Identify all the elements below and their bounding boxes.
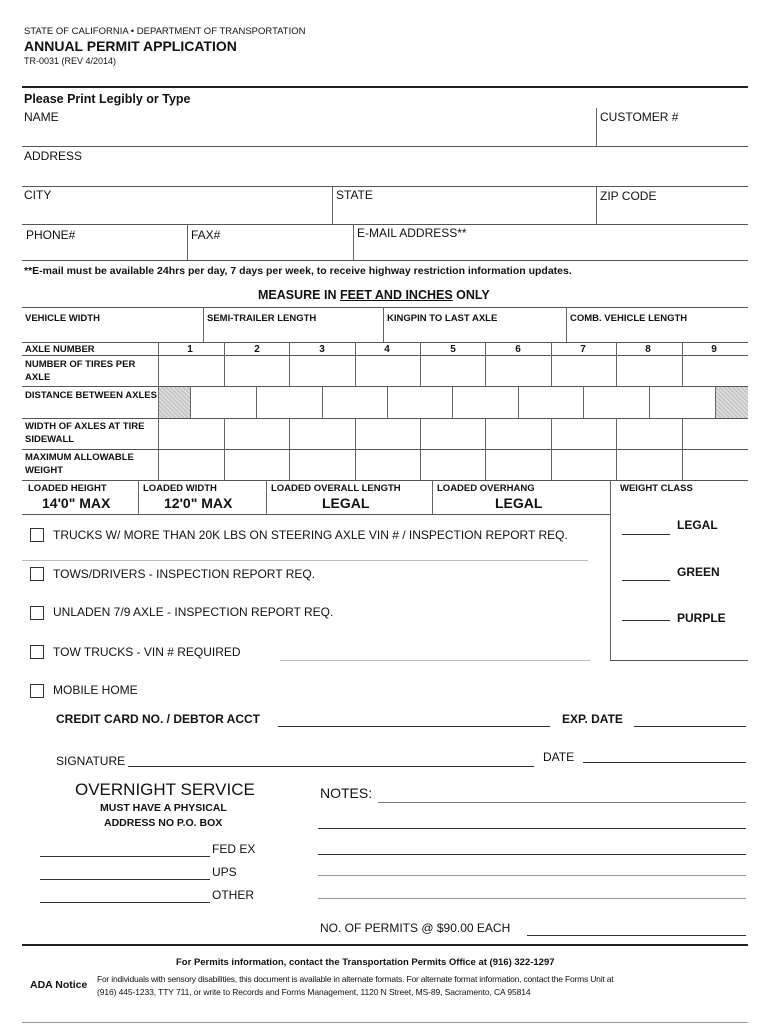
kingpin-label: KINGPIN TO LAST AXLE [387,313,498,324]
width-axles-label: WIDTH OF AXLES AT TIRE SIDEWALL [25,421,145,445]
address-label: ADDRESS [24,149,83,163]
tows-drivers-label: TOWS/DRIVERS - INSPECTION REPORT REQ. [53,567,316,581]
ups-label: UPS [212,865,237,879]
agency-line: STATE OF CALIFORNIA • DEPARTMENT OF TRANSPORTATION [24,26,306,37]
email-note: **E-mail must be available 24hrs per day, 7 days per week, to receive highway restriction information updates. [24,265,572,277]
mobile-home-checkbox[interactable] [30,684,44,698]
axle-number-label: AXLE NUMBER [25,344,95,355]
overnight-note-2: ADDRESS NO P.O. BOX [104,817,223,829]
tows-drivers-checkbox[interactable] [30,567,44,581]
measure-heading [258,288,490,302]
max-weight-label: MAXIMUM ALLOWABLE WEIGHT [25,452,134,476]
distance-gray-start [158,387,190,418]
form-title: ANNUAL PERMIT APPLICATION [24,38,237,54]
notes-line-1[interactable] [378,802,746,803]
legal-class-label: LEGAL [677,518,718,532]
permits-label: NO. OF PERMITS @ $90.00 EACH [320,921,511,935]
other-field[interactable] [40,902,210,903]
purple-class-label: PURPLE [677,611,726,625]
other-label: OTHER [212,888,254,902]
axle-num-4: 4 [384,344,390,355]
fax-label: FAX# [191,228,221,242]
loaded-length-label: LOADED OVERALL LENGTH [271,483,401,494]
green-class-line[interactable] [622,580,670,581]
green-class-label: GREEN [677,565,720,579]
loaded-overhang-value: LEGAL [495,495,543,511]
name-field[interactable] [22,146,748,147]
unladen-axle-checkbox[interactable] [30,606,44,620]
tow-trucks-checkbox[interactable] [30,645,44,659]
ups-field[interactable] [40,879,210,880]
axle-num-7: 7 [580,344,586,355]
measure-suffix: ONLY [452,288,490,302]
exp-date-field[interactable] [634,726,746,727]
ada-notice-label: ADA Notice [30,979,88,991]
loaded-height-label: LOADED HEIGHT [28,483,107,494]
print-instructions: Please Print Legibly or Type [24,92,191,106]
form-number: TR-0031 (REV 4/2014) [24,56,117,66]
axle-num-8: 8 [645,344,651,355]
permits-field[interactable] [527,935,746,936]
name-label: NAME [24,110,59,124]
city-state-zip-field[interactable] [22,224,748,225]
zip-label: ZIP CODE [600,189,657,203]
mobile-home-label: MOBILE HOME [53,683,138,697]
signature-field[interactable] [128,766,534,767]
contact-line: For Permits information, contact the Transportation Permits Office at (916) 322-1297 [176,957,555,968]
semi-trailer-length-label: SEMI-TRAILER LENGTH [207,313,317,324]
tow-trucks-vin-line[interactable] [280,660,590,661]
vehicle-width-label: VEHICLE WIDTH [25,313,100,324]
loaded-overhang-label: LOADED OVERHANG [437,483,535,494]
notes-label: NOTES: [320,785,373,801]
purple-class-line[interactable] [622,620,670,621]
notes-line-2[interactable] [318,828,746,829]
state-label: STATE [336,188,373,202]
loaded-length-value: LEGAL [322,495,370,511]
phone-fax-email-field[interactable] [22,260,748,261]
comb-length-label: COMB. VEHICLE LENGTH [570,313,688,324]
ada-text-1: For individuals with sensory disabilities, this document is available in alternate formats. For alternate format information, contact the Forms Unit at [97,974,614,984]
unladen-axle-label: UNLADEN 7/9 AXLE - INSPECTION REPORT REQ. [53,605,334,619]
overnight-note-1: MUST HAVE A PHYSICAL [100,802,227,814]
date-field[interactable] [583,762,746,763]
trucks-20k-label: TRUCKS W/ MORE THAN 20K LBS ON STEERING AXLE VIN # / INSPECTION REPORT REQ. [53,528,568,542]
customer-label: CUSTOMER # [600,110,679,124]
fedex-label: FED EX [212,842,256,856]
email-label: E-MAIL ADDRESS** [357,226,467,240]
distance-axles-label: DISTANCE BETWEEN AXLES [25,390,157,401]
legal-class-line[interactable] [622,534,670,535]
axle-num-1: 1 [187,344,193,355]
exp-date-label: EXP. DATE [562,712,623,726]
measure-prefix: MEASURE IN [258,288,340,302]
distance-gray-end [716,387,748,418]
notes-line-5[interactable] [318,898,746,899]
credit-card-label: CREDIT CARD NO. / DEBTOR ACCT [56,712,260,726]
loaded-width-label: LOADED WIDTH [143,483,217,494]
measure-underlined: FEET AND INCHES [339,288,453,302]
trucks-20k-checkbox[interactable] [30,528,44,542]
axle-num-2: 2 [254,344,260,355]
notes-line-3[interactable] [318,854,746,855]
loaded-height-value: 14'0" MAX [42,495,111,511]
axle-num-6: 6 [515,344,521,355]
weight-class-label: WEIGHT CLASS [620,483,693,494]
signature-label: SIGNATURE [56,754,126,768]
fedex-field[interactable] [40,856,210,857]
tires-per-axle-label: NUMBER OF TIRES PER AXLE [25,359,136,383]
ada-text-2: (916) 445-1233, TTY 711, or write to Records and Forms Management, 1120 N Street, MS-89, Sacramento, CA 95814 [97,987,531,997]
credit-card-field[interactable] [278,726,550,727]
address-field[interactable] [22,186,748,187]
axle-num-3: 3 [319,344,325,355]
axle-num-5: 5 [450,344,456,355]
overnight-title: OVERNIGHT SERVICE [75,780,255,799]
axle-num-9: 9 [711,344,717,355]
city-label: CITY [24,188,52,202]
date-label: DATE [543,750,575,764]
vehicle-dimension-fields[interactable] [22,342,748,343]
phone-label: PHONE# [26,228,76,242]
tow-trucks-label: TOW TRUCKS - VIN # REQUIRED [53,645,241,659]
notes-line-4[interactable] [318,875,746,876]
loaded-width-value: 12'0" MAX [164,495,233,511]
